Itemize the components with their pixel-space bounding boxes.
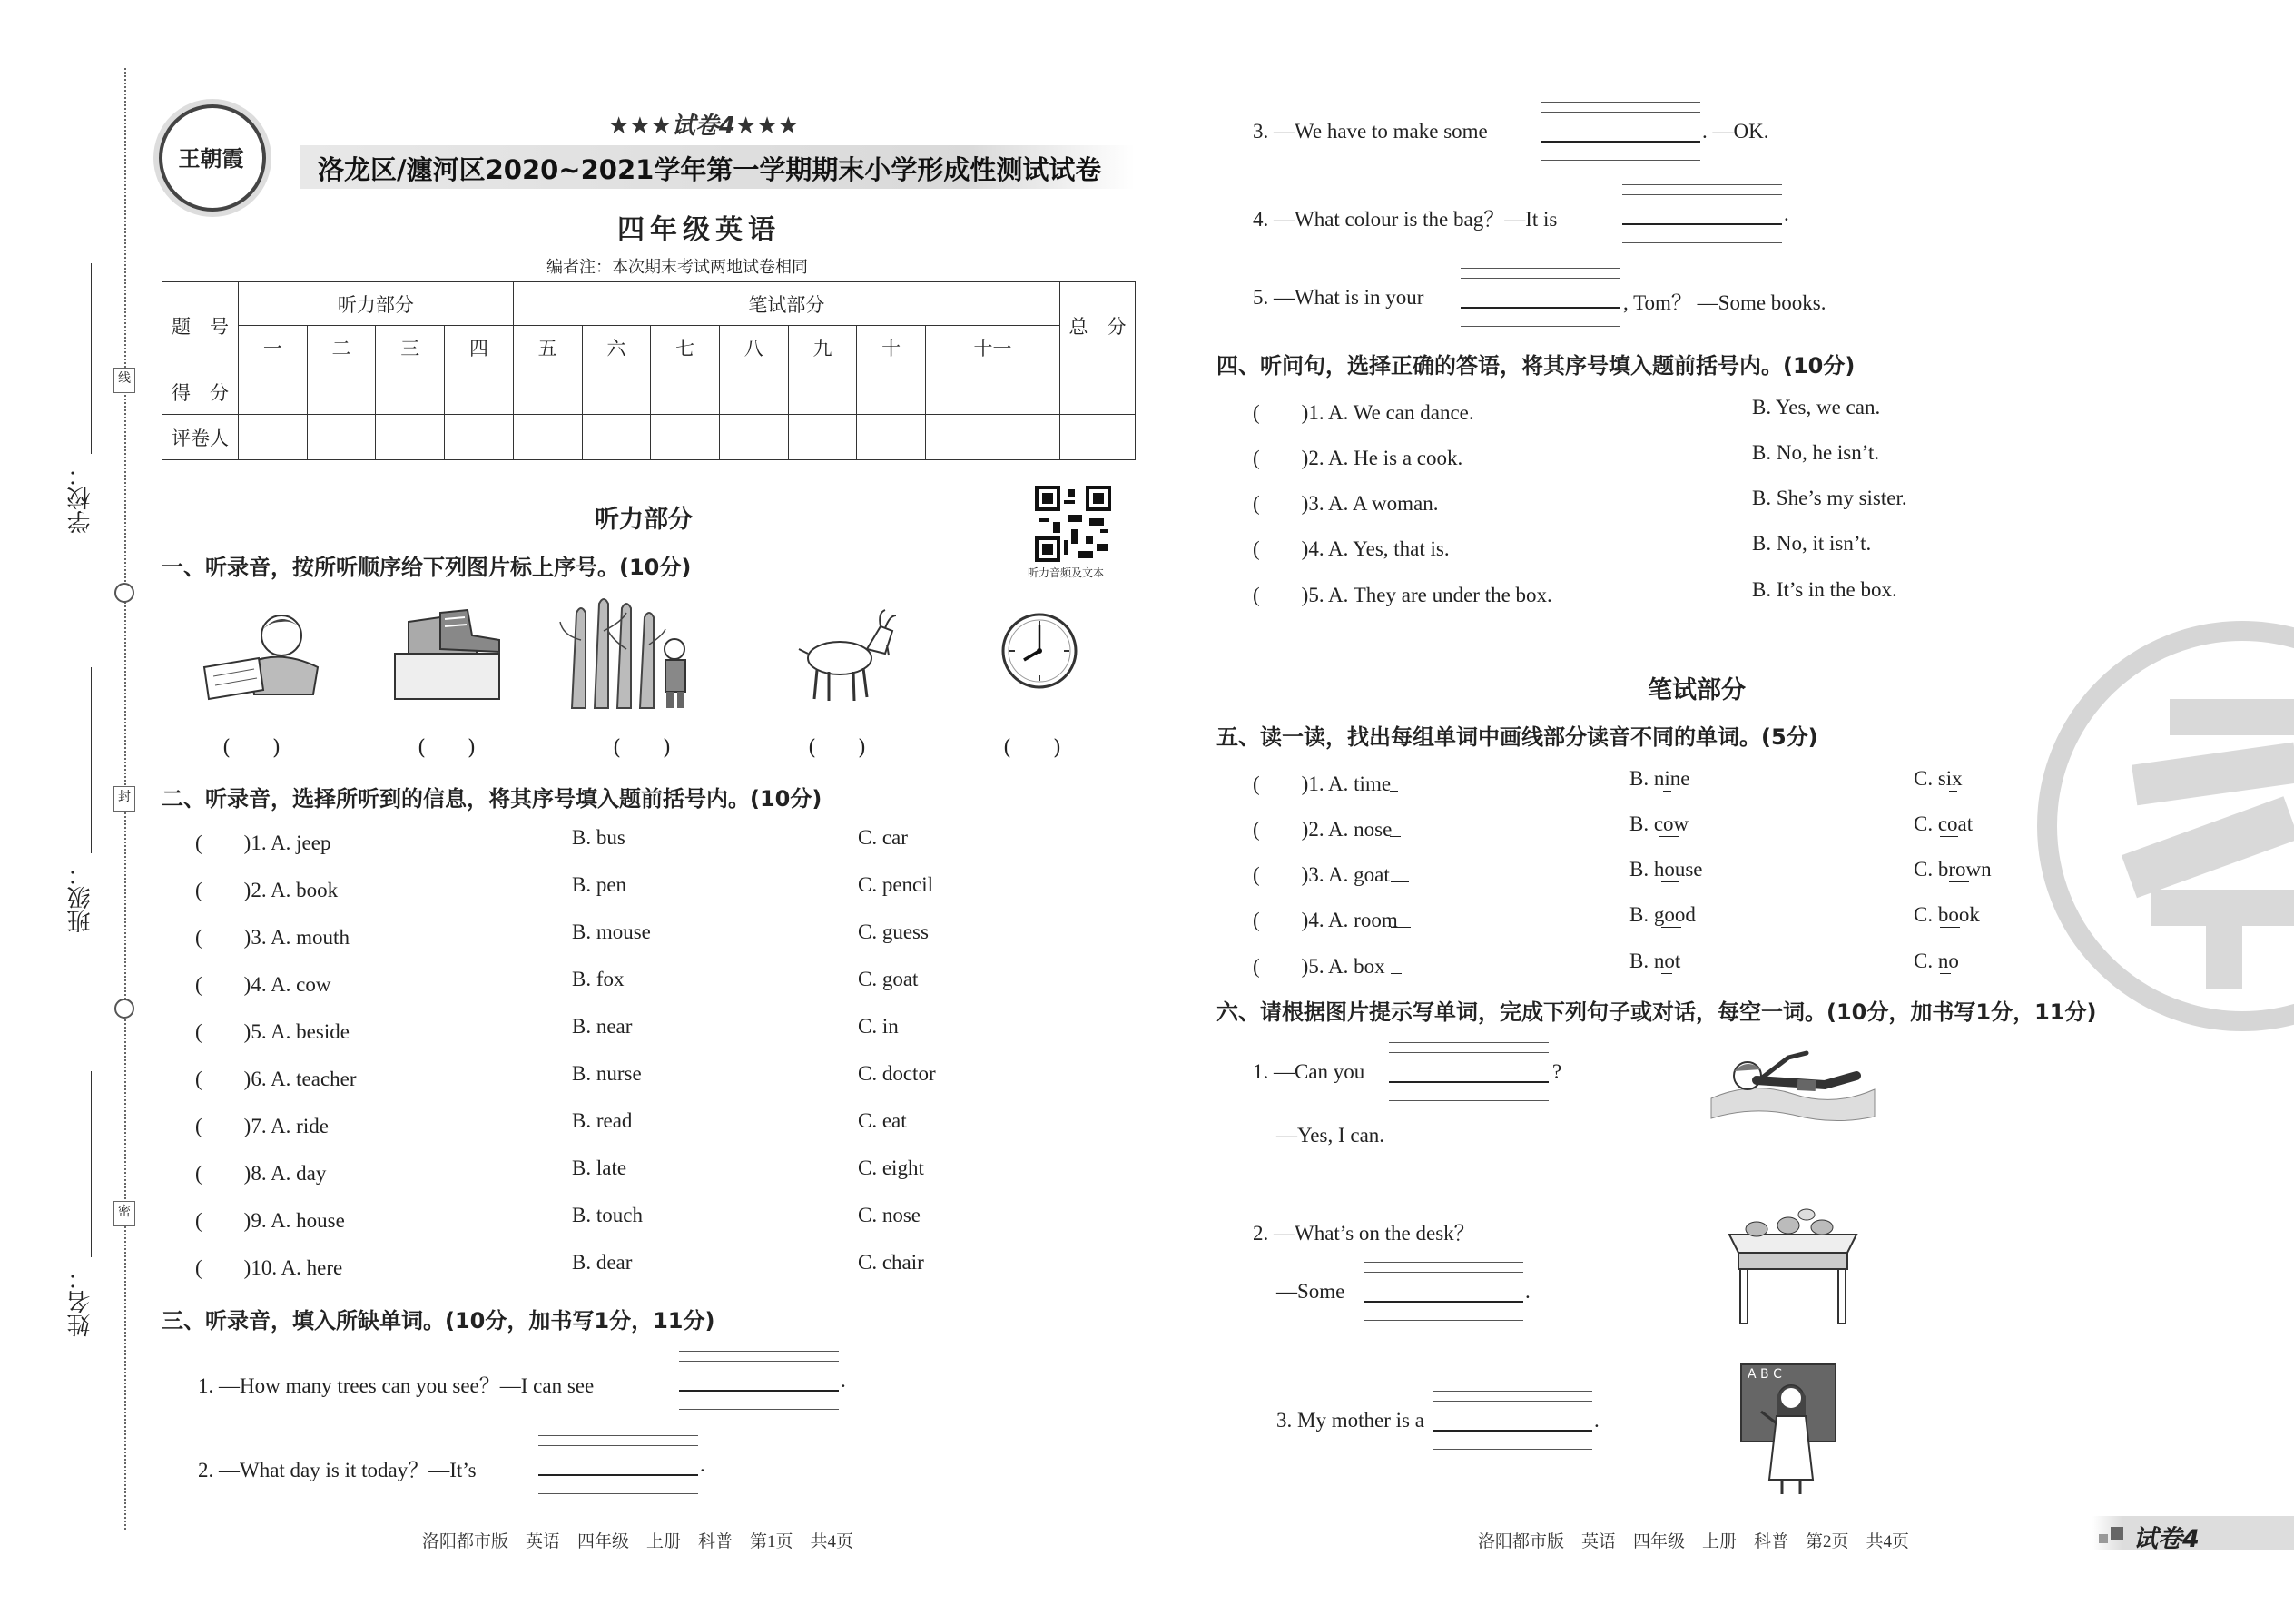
s4-item-5[interactable]: ( )5. A. They are under the box. xyxy=(1253,584,1552,606)
s2-item-5-b: B. near xyxy=(572,1015,633,1038)
s4-item-1-b: B. Yes, we can. xyxy=(1752,396,1881,418)
col-8: 八 xyxy=(719,326,788,369)
shoes-icon xyxy=(390,599,508,708)
blackboard-letters: A B C xyxy=(1748,1367,1782,1382)
clock-icon xyxy=(999,610,1080,692)
s5-item-5-b: B. not xyxy=(1629,950,1681,972)
section-3-title: 三、听录音，填入所缺单词。(10分，加书写1分，11分) xyxy=(162,1308,715,1334)
s5-item-1-c: C. six xyxy=(1914,767,1963,790)
s5-item-3[interactable]: ( )3. A. goat xyxy=(1253,863,1390,886)
editor-note: 编者注：本次期末考试两地试卷相同 xyxy=(546,258,808,276)
class-label: 班级： xyxy=(67,862,94,933)
s2-item-8-c: C. eight xyxy=(858,1156,924,1179)
punch-hole-icon xyxy=(114,999,134,1019)
s3-question-3-end: . —OK. xyxy=(1702,120,1769,143)
s6-question-1: 1. —Can you xyxy=(1253,1060,1365,1083)
s6-answer-2-label: —Some xyxy=(1276,1280,1345,1303)
s3-question-5: 5. —What is in your xyxy=(1253,286,1424,309)
section-6-title: 六、请根据图片提示写单词，完成下列句子或对话，每空一词。(10分，加书写1分，11分) xyxy=(1216,999,2097,1025)
s5-item-5-c: C. no xyxy=(1914,950,1959,972)
s5-item-4-c: C. book xyxy=(1914,903,1980,926)
col-9: 九 xyxy=(788,326,857,369)
col-5: 五 xyxy=(513,326,582,369)
row-label-number: 题 号 xyxy=(162,282,239,369)
row-label-grader: 评卷人 xyxy=(162,415,239,460)
s2-item-10[interactable]: ( )10. A. here xyxy=(195,1256,343,1279)
s3-blank-3[interactable] xyxy=(1541,102,1700,162)
s2-item-1-b: B. bus xyxy=(572,826,625,849)
s2-item-4[interactable]: ( )4. A. cow xyxy=(195,973,331,996)
s6-question-2-end: . xyxy=(1525,1280,1531,1303)
s3-blank-4[interactable] xyxy=(1622,184,1782,244)
col-6: 六 xyxy=(582,326,651,369)
s3-blank-2[interactable] xyxy=(538,1435,698,1495)
s2-item-3[interactable]: ( )3. A. mouth xyxy=(195,926,350,949)
footer-left: 洛阳都市版 英语 四年级 上册 科普 第1页 共4页 xyxy=(422,1532,854,1551)
total-header: 总 分 xyxy=(1060,282,1136,369)
s3-question-4: 4. —What colour is the bag？—It is xyxy=(1253,208,1558,231)
s2-item-8-b: B. late xyxy=(572,1156,627,1179)
qr-caption: 听力音频及文本 xyxy=(1028,566,1105,579)
section-2-title: 二、听录音，选择所听到的信息，将其序号填入题前括号内。(10分) xyxy=(162,786,822,812)
s2-item-2[interactable]: ( )2. A. book xyxy=(195,879,339,901)
s4-item-1[interactable]: ( )1. A. We can dance. xyxy=(1253,401,1474,424)
s4-item-2-b: B. No, he isn’t. xyxy=(1752,441,1880,464)
paper-number: ★★★试卷4★★★ xyxy=(608,113,799,140)
section-5-title: 五、读一读，找出每组单词中画线部分读音不同的单词。(5分) xyxy=(1216,724,1818,750)
s5-item-4-b: B. good xyxy=(1629,903,1696,926)
seal-xian: 线 xyxy=(113,368,135,393)
col-4: 四 xyxy=(445,326,514,369)
name-label: 姓名： xyxy=(67,1266,94,1337)
secret-seal-watermark xyxy=(2033,617,2294,1035)
qr-code-icon[interactable] xyxy=(1035,486,1111,562)
teacher-at-blackboard-icon xyxy=(1738,1362,1838,1498)
s5-item-1-b: B. nine xyxy=(1629,767,1690,790)
col-10: 十 xyxy=(857,326,926,369)
col-3: 三 xyxy=(376,326,445,369)
s6-answer-1: —Yes, I can. xyxy=(1276,1124,1385,1147)
col-2: 二 xyxy=(307,326,376,369)
logo-text: 王朝霞 xyxy=(178,146,244,172)
subject-title: 四年级英语 xyxy=(617,214,781,246)
s3-blank-5[interactable] xyxy=(1461,268,1620,328)
s2-item-3-c: C. guess xyxy=(858,920,929,943)
seal-feng: 封 xyxy=(113,786,135,812)
col-7: 七 xyxy=(651,326,720,369)
s2-item-7-c: C. eat xyxy=(858,1109,907,1132)
seal-mi: 密 xyxy=(113,1201,135,1226)
s2-item-6[interactable]: ( )6. A. teacher xyxy=(195,1068,357,1090)
section-4-title: 四、听问句，选择正确的答语，将其序号填入题前括号内。(10分) xyxy=(1216,353,1856,379)
s5-item-3-c: C. brown xyxy=(1914,858,1992,881)
s5-item-3-b: B. house xyxy=(1629,858,1703,881)
s3-question-1: 1. —How many trees can you see？—I can see xyxy=(198,1374,595,1397)
s4-item-4[interactable]: ( )4. A. Yes, that is. xyxy=(1253,537,1450,560)
section-1-title: 一、听录音，按所听顺序给下列图片标上序号。(10分) xyxy=(162,555,692,580)
picture-answer-2[interactable]: ( ) xyxy=(418,736,476,760)
desk-with-bowls-icon xyxy=(1720,1207,1866,1325)
s5-item-2[interactable]: ( )2. A. nose xyxy=(1253,818,1393,841)
col-1: 一 xyxy=(239,326,308,369)
s4-item-3-b: B. She’s my sister. xyxy=(1752,487,1907,509)
s2-item-6-c: C. doctor xyxy=(858,1062,936,1085)
writing-heading: 笔试部分 xyxy=(1648,676,1746,704)
s6-question-1-end: ? xyxy=(1552,1060,1562,1083)
s6-question-3-end: . xyxy=(1594,1409,1600,1432)
picture-answer-5[interactable]: ( ) xyxy=(1003,736,1061,760)
picture-answer-3[interactable]: ( ) xyxy=(613,736,671,760)
s3-question-2: 2. —What day is it today？—It’s xyxy=(198,1459,477,1481)
s6-blank-1[interactable] xyxy=(1389,1042,1549,1102)
row-label-score: 得 分 xyxy=(162,369,239,415)
s2-item-5[interactable]: ( )5. A. beside xyxy=(195,1020,350,1043)
s2-item-8[interactable]: ( )8. A. day xyxy=(195,1162,327,1185)
s6-blank-2[interactable] xyxy=(1364,1262,1523,1322)
score-table xyxy=(162,281,1136,460)
s2-item-7-b: B. read xyxy=(572,1109,633,1132)
s3-blank-1[interactable] xyxy=(679,1351,839,1411)
s2-item-4-b: B. fox xyxy=(572,968,625,990)
s5-item-4[interactable]: ( )4. A. room xyxy=(1253,909,1398,931)
s6-question-2: 2. —What’s on the desk？ xyxy=(1253,1222,1475,1245)
s2-item-9-c: C. nose xyxy=(858,1204,921,1226)
s2-item-3-b: B. mouse xyxy=(572,920,651,943)
s4-item-5-b: B. It’s in the box. xyxy=(1752,578,1897,601)
s2-item-10-b: B. dear xyxy=(572,1251,633,1274)
col-11: 十一 xyxy=(926,326,1060,369)
school-label: 学校： xyxy=(67,463,94,534)
s3-question-3: 3. —We have to make some xyxy=(1253,120,1488,143)
s3-question-5-end: , Tom？ —Some books. xyxy=(1623,291,1826,314)
s2-item-10-c: C. chair xyxy=(858,1251,924,1274)
s2-item-9[interactable]: ( )9. A. house xyxy=(195,1209,345,1232)
listening-heading: 听力部分 xyxy=(595,506,693,534)
s2-item-2-c: C. pencil xyxy=(858,873,934,896)
corn-farmer-icon xyxy=(558,595,694,713)
swimming-boy-icon xyxy=(1707,1044,1879,1126)
s2-item-2-b: B. pen xyxy=(572,873,627,896)
s2-item-6-b: B. nurse xyxy=(572,1062,642,1085)
goat-icon xyxy=(794,608,903,708)
picture-answer-4[interactable]: ( ) xyxy=(808,736,866,760)
footer-right: 洛阳都市版 英语 四年级 上册 科普 第2页 共4页 xyxy=(1478,1532,1910,1551)
writing-header: 笔试部分 xyxy=(513,282,1059,326)
s4-item-2[interactable]: ( )2. A. He is a cook. xyxy=(1253,447,1463,469)
boy-reading-icon xyxy=(195,604,331,708)
s2-item-1[interactable]: ( )1. A. jeep xyxy=(195,832,331,854)
punch-hole-icon xyxy=(114,583,134,603)
s4-item-3[interactable]: ( )3. A. A woman. xyxy=(1253,492,1439,515)
s5-item-2-c: C. coat xyxy=(1914,812,1974,835)
corner-paper-tag: 试卷4 xyxy=(2133,1525,2200,1553)
listening-header: 听力部分 xyxy=(239,282,514,326)
s6-question-3: 3. My mother is a xyxy=(1276,1409,1424,1432)
s4-item-4-b: B. No, it isn’t. xyxy=(1752,532,1872,555)
s2-item-9-b: B. touch xyxy=(572,1204,643,1226)
s5-item-5[interactable]: ( )5. A. box xyxy=(1253,955,1385,978)
s5-item-1[interactable]: ( )1. A. time xyxy=(1253,773,1392,795)
s2-item-5-c: C. in xyxy=(858,1015,899,1038)
s2-item-7[interactable]: ( )7. A. ride xyxy=(195,1115,329,1137)
s2-item-4-c: C. goat xyxy=(858,968,919,990)
s2-item-1-c: C. car xyxy=(858,826,908,849)
s6-blank-3[interactable] xyxy=(1433,1391,1592,1451)
picture-answer-1[interactable]: ( ) xyxy=(222,736,281,760)
s5-item-2-b: B. cow xyxy=(1629,812,1689,835)
exam-title: 洛龙区/瀍河区2020~2021学年第一学期期末小学形成性测试试卷 xyxy=(318,154,1102,185)
